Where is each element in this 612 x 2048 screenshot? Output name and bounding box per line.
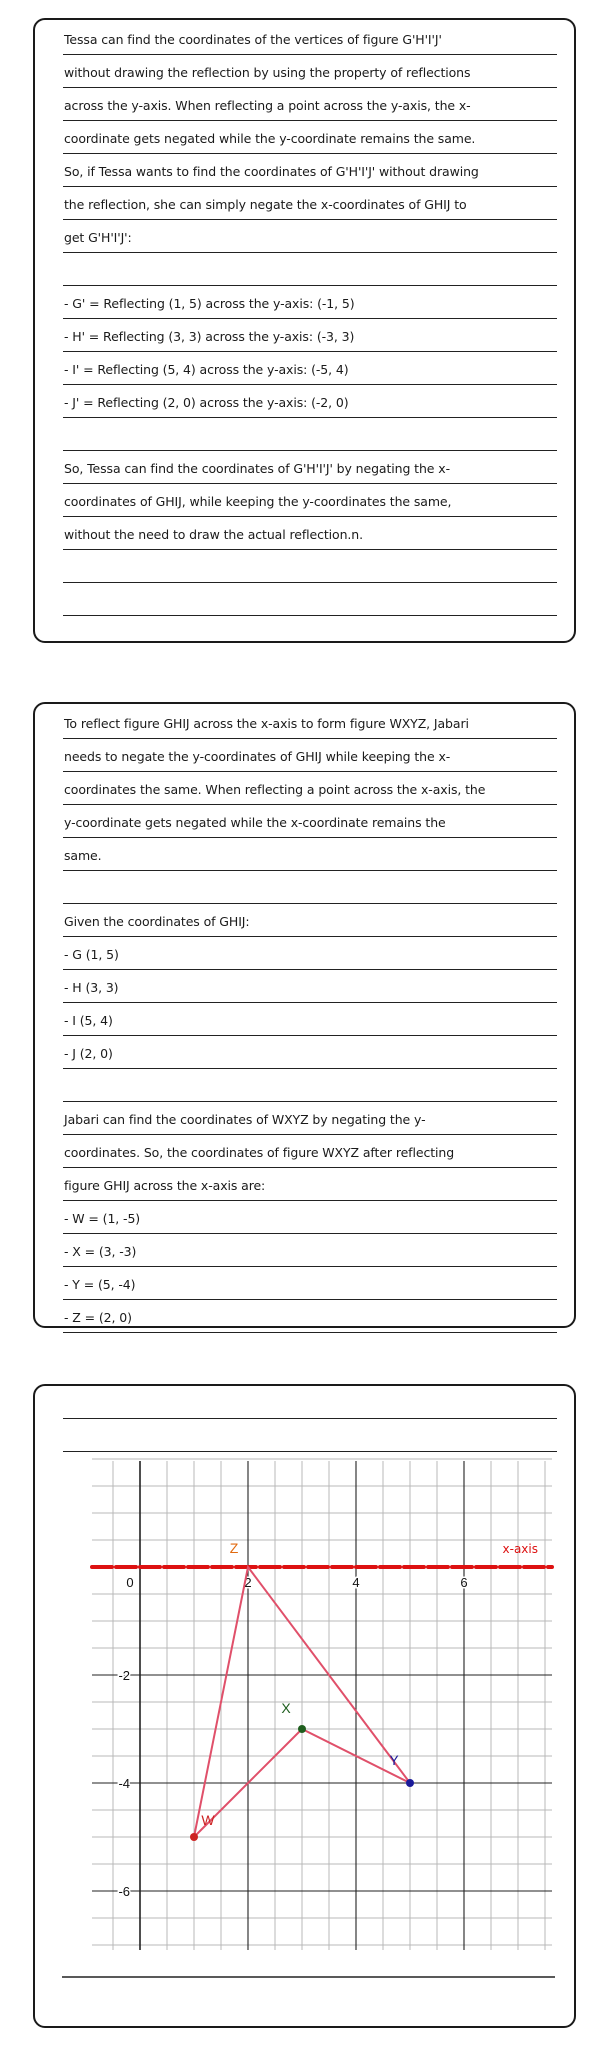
text-line: Tessa can find the coordinates of the vertices of figure G'H'I'J' (63, 22, 557, 55)
text-line: needs to negate the y-coordinates of GHIJ while keeping the x- (63, 739, 557, 772)
point-z-label: Z (229, 1540, 239, 1556)
text-line: - H (3, 3) (63, 970, 557, 1003)
text-line: figure GHIJ across the x-axis are: (63, 1168, 557, 1201)
point-y-marker (406, 1779, 414, 1787)
text-line: So, if Tessa wants to find the coordinates of G'H'I'J' without drawing (63, 154, 557, 187)
point-y-label: Y (389, 1752, 399, 1768)
y-tick-label: -2 (118, 1668, 130, 1683)
y-tick-label: -4 (118, 1776, 130, 1791)
text-line: - G (1, 5) (63, 937, 557, 970)
text-line: get G'H'I'J': (63, 220, 557, 253)
text-line: - Y = (5, -4) (63, 1267, 557, 1300)
x-tick-label: 6 (460, 1575, 468, 1590)
text-line: - W = (1, -5) (63, 1201, 557, 1234)
text-line: - J' = Reflecting (2, 0) across the y-axis: (-2, 0) (63, 385, 557, 418)
text-line: So, Tessa can find the coordinates of G'H'I'J' by negating the x- (63, 451, 557, 484)
text-line: - I (5, 4) (63, 1003, 557, 1036)
text-line: - H' = Reflecting (3, 3) across the y-axis: (-3, 3) (63, 319, 557, 352)
text-line: - Z = (2, 0) (63, 1300, 557, 1333)
text-line: same. (63, 838, 557, 871)
x-axis-label: x-axis (502, 1542, 538, 1556)
text-line: without the need to draw the actual reflection.n. (63, 517, 557, 550)
text-line: - J (2, 0) (63, 1036, 557, 1069)
text-line: Jabari can find the coordinates of WXYZ by negating the y- (63, 1102, 557, 1135)
text-line: Given the coordinates of GHIJ: (63, 904, 557, 937)
x-tick-label: 2 (244, 1575, 252, 1590)
text-line: coordinates of GHIJ, while keeping the y-coordinates the same, (63, 484, 557, 517)
x-tick-label: 4 (352, 1575, 360, 1590)
point-x-label: X (281, 1700, 291, 1716)
point-w-marker (190, 1833, 198, 1841)
text-line: across the y-axis. When reflecting a point across the y-axis, the x- (63, 88, 557, 121)
text-line: - X = (3, -3) (63, 1234, 557, 1267)
x-tick-label: 0 (126, 1575, 134, 1590)
text-line: the reflection, she can simply negate the x-coordinates of GHIJ to (63, 187, 557, 220)
text-line: - G' = Reflecting (1, 5) across the y-axis: (-1, 5) (63, 286, 557, 319)
point-x-marker (298, 1725, 306, 1733)
text-line: y-coordinate gets negated while the x-coordinate remains the (63, 805, 557, 838)
text-line: without drawing the reflection by using the property of reflections (63, 55, 557, 88)
text-line: - I' = Reflecting (5, 4) across the y-axis: (-5, 4) (63, 352, 557, 385)
y-tick-label: -6 (118, 1884, 130, 1899)
text-line: coordinates the same. When reflecting a point across the x-axis, the (63, 772, 557, 805)
text-line: coordinates. So, the coordinates of figure WXYZ after reflecting (63, 1135, 557, 1168)
text-line: coordinate gets negated while the y-coordinate remains the same. (63, 121, 557, 154)
point-w-label: W (201, 1812, 215, 1828)
text-line: To reflect figure GHIJ across the x-axis to form figure WXYZ, Jabari (63, 706, 557, 739)
